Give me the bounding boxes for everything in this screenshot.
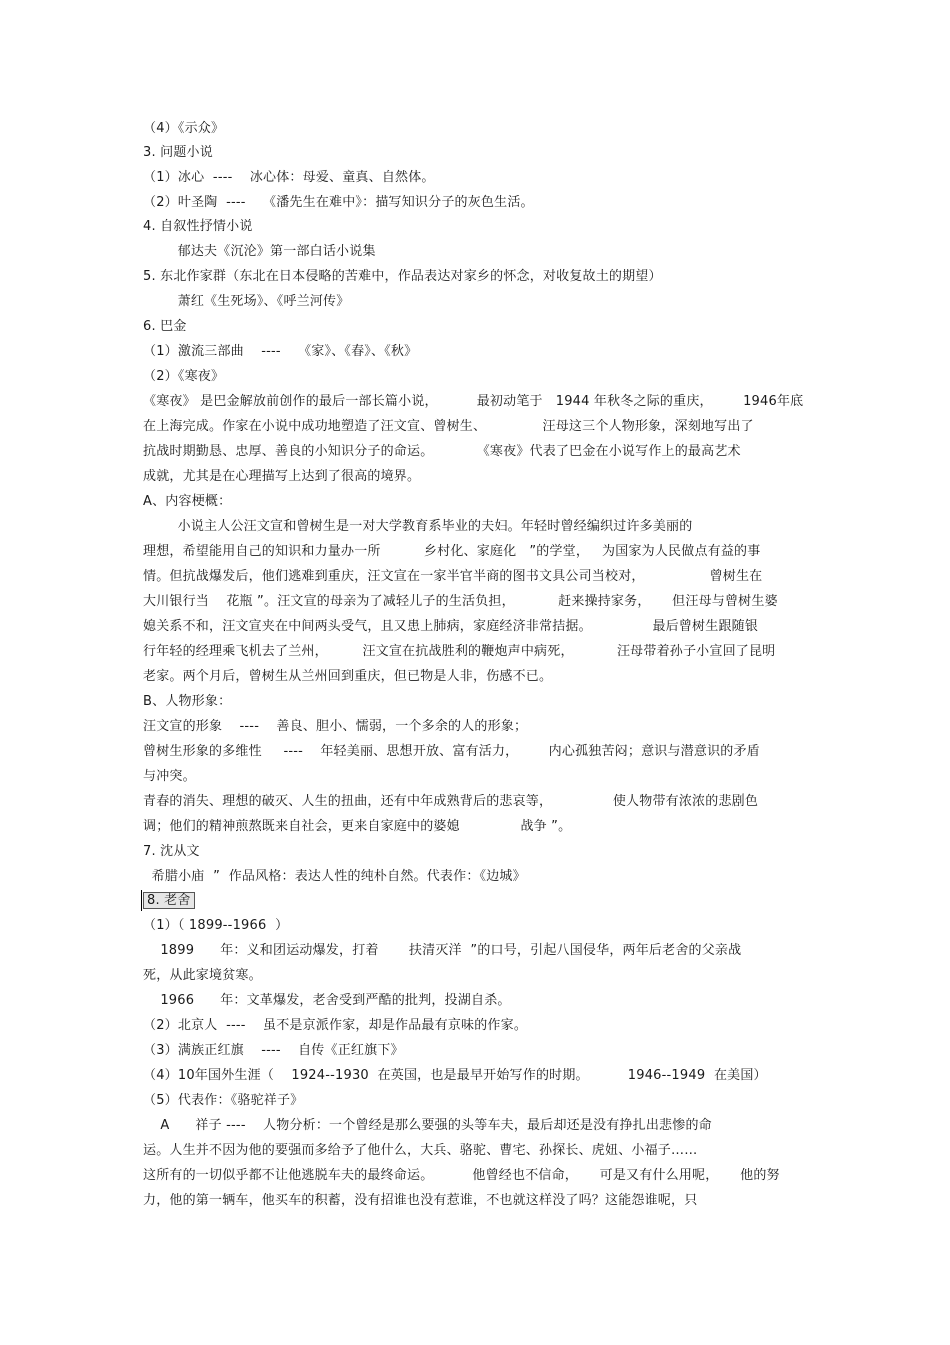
paragraph-line: 大川银行当 花瓶 ”。汪文宣的母亲为了减轻儿子的生活负担， 赶来操持家务， 但汪母与曾树生婆 — [143, 594, 778, 609]
paragraph-line: 老家。两个月后，曾树生从兰州回到重庆，但已物是人非，伤感不已。 — [143, 669, 553, 684]
heading-3: 3. 问题小说 — [143, 145, 213, 160]
paragraph-line: 在上海完成。作家在小说中成功地塑造了汪文宣、曾树生、 汪母这三个人物形象，深刻地写出了 — [143, 419, 754, 434]
paragraph-line: 青春的消失、理想的破灭、人生的扭曲，还有中年成熟背后的悲哀等， 使人物带有浓浓的悲剧色 — [143, 794, 759, 809]
paragraph-line: 抗战时期勤恳、忠厚、善良的小知识分子的命运。 《寒夜》代表了巴金在小说写作上的最高艺术 — [143, 444, 741, 459]
heading-8[interactable] — [143, 893, 195, 909]
paragraph-line: 汪文宣的形象 ---- 善良、胆小、懦弱，一个多余的人的形象； — [143, 719, 528, 734]
paragraph-line: 死，从此家境贫寒。 — [143, 968, 262, 983]
paragraph-line: 理想，希望能用自己的知识和力量办一所 乡村化、家庭化 ”的学堂， 为国家为人民做点有益的事 — [143, 544, 761, 559]
paragraph-line: 行年轻的经理乘飞机去了兰州， 汪文宣在抗战胜利的鞭炮声中病死， 汪母带着孙子小宣回了昆明 — [143, 644, 776, 659]
text-line: 萧红《生死场》、《呼兰河传》 — [143, 294, 350, 309]
text-line: 郁达夫《沉沦》第一部白话小说集 — [143, 244, 376, 259]
text-line: （1）冰心 ---- 冰心体：母爱、童真、自然体。 — [143, 170, 435, 185]
paragraph-line: 运。人生并不因为他的要强而多给予了他什么，大兵、骆驼、曹宅、孙探长、虎妞、小福子…… — [143, 1143, 698, 1158]
text-line: （1）激流三部曲 ---- 《家》、《春》、《秋》 — [143, 344, 418, 359]
text-cursor — [141, 890, 142, 911]
text-line: 希腊小庙 ” 作品风格：表达人性的纯朴自然。代表作：《边城》 — [143, 869, 526, 884]
heading-4: 4. 自叙性抒情小说 — [143, 219, 253, 234]
text-line: （3）满族正红旗 ---- 自传《正红旗下》 — [143, 1043, 404, 1058]
paragraph-line: 与冲突。 — [143, 769, 196, 784]
subheading-b: B、人物形象： — [143, 694, 232, 709]
paragraph-line: A 祥子 ---- 人物分析：一个曾经是那么要强的头等车夫，最后却还是没有挣扎出悲惨的命 — [143, 1118, 712, 1133]
heading-7: 7. 沈从文 — [143, 844, 200, 859]
text-line: （2）北京人 ---- 虽不是京派作家，却是作品最有京味的作家。 — [143, 1018, 528, 1033]
paragraph-line: 媳关系不和，汪文宣夹在中间两头受气，且又患上肺病，家庭经济非常拮据。 最后曾树生跟随银 — [143, 619, 759, 634]
paragraph-line: 调；他们的精神煎熬既来自社会，更来自家庭中的婆媳 战争 ”。 — [143, 819, 572, 834]
selected-heading[interactable]: 8. 老舍 — [143, 892, 195, 909]
text-line: （4）《示众》 — [143, 121, 225, 136]
paragraph-line: 1966 年：文革爆发，老舍受到严酷的批判，投湖自杀。 — [143, 993, 511, 1008]
paragraph-line: 这所有的一切似乎都不让他逃脱车夫的最终命运。 他曾经也不信命， 可是又有什么用呢， 他的努 — [143, 1168, 780, 1183]
text-line: （2）叶圣陶 ---- 《潘先生在难中》：描写知识分子的灰色生活。 — [143, 195, 534, 210]
heading-5: 5. 东北作家群（东北在日本侵略的苦难中，作品表达对家乡的怀念，对收复故土的期望） — [143, 269, 662, 284]
text-line: （1）（ 1899--1966 ） — [143, 918, 289, 933]
paragraph-line: 曾树生形象的多维性 ---- 年轻美丽、思想开放、富有活力， 内心孤独苦闷；意识与潜意识的矛盾 — [143, 744, 760, 759]
paragraph-line: 小说主人公汪文宣和曾树生是一对大学教育系毕业的夫妇。年轻时曾经编织过许多美丽的 — [143, 519, 693, 534]
paragraph-line: 情。但抗战爆发后，他们逃难到重庆，汪文宣在一家半官半商的图书文具公司当校对， 曾树生在 — [143, 569, 763, 584]
text-line: （2）《寒夜》 — [143, 369, 225, 384]
paragraph-line: 成就，尤其是在心理描写上达到了很高的境界。 — [143, 469, 421, 484]
heading-6: 6. 巴金 — [143, 319, 187, 334]
paragraph-line: 《寒夜》 是巴金解放前创作的最后一部长篇小说， 最初动笔于 1944 年秋冬之际的重庆， 1946年底 — [143, 394, 804, 409]
text-line: （4）10年国外生涯（ 1924--1930 在英国，也是最早开始写作的时期。 1946--1949 在美国） — [143, 1068, 767, 1083]
paragraph-line: 1899 年：义和团运动爆发，打着 扶清灭洋 ”的口号，引起八国侵华，两年后老舍的父亲战 — [143, 943, 742, 958]
text-line: （5）代表作：《骆驼祥子》 — [143, 1093, 304, 1108]
paragraph-line: 力，他的第一辆车，他买车的积蓄，没有招谁也没有惹谁，不也就这样没了吗？这能怨谁呢，只 — [143, 1193, 698, 1208]
subheading-a: A、内容梗概： — [143, 494, 232, 509]
